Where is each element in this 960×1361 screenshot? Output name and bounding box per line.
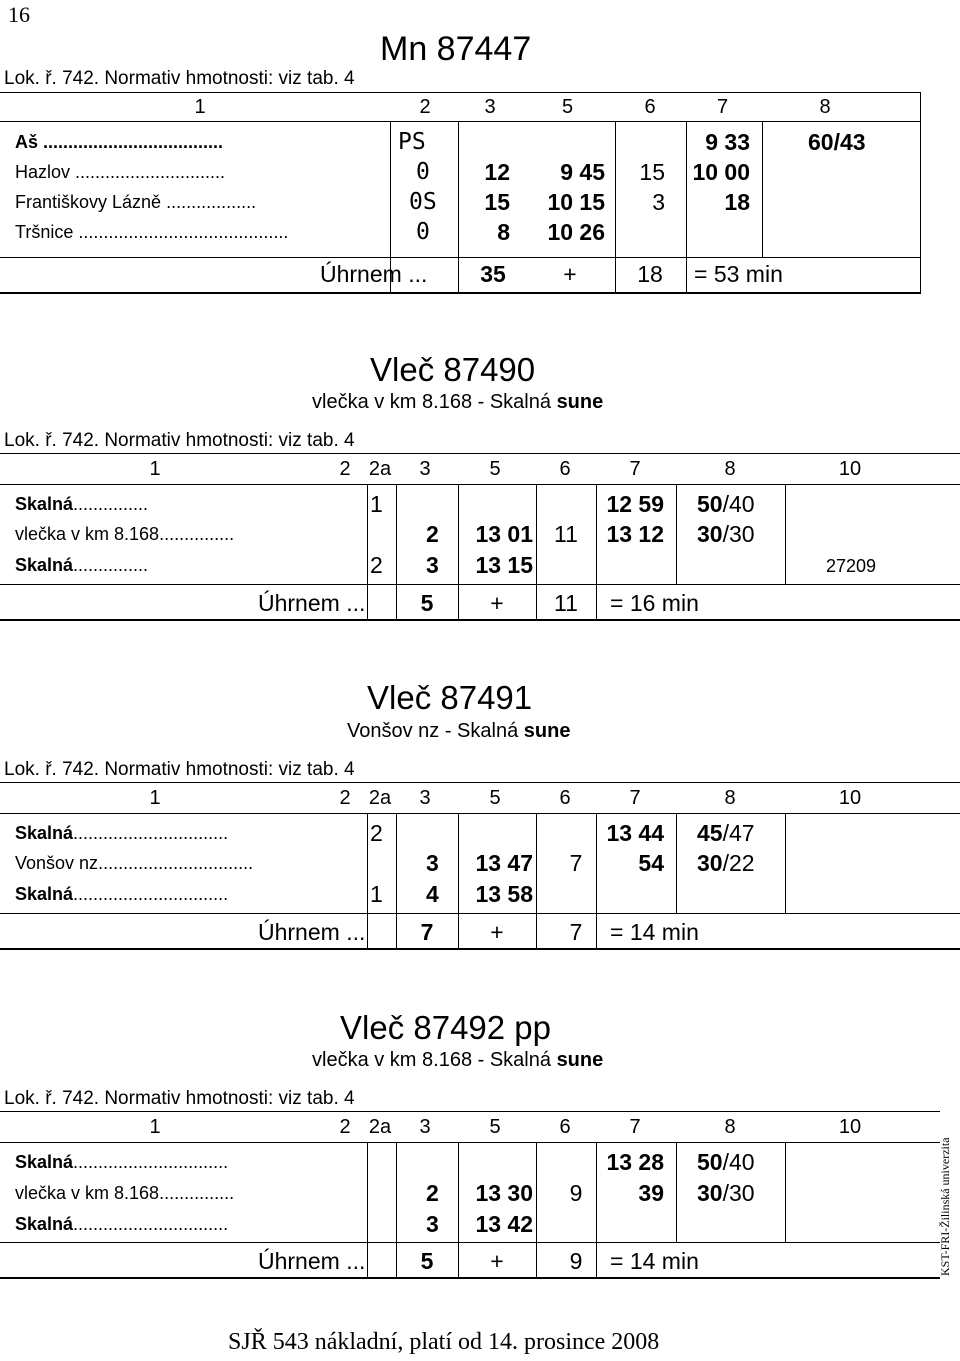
cell: 2: [426, 1180, 439, 1206]
cell: 10 26: [547, 219, 605, 245]
cell: 60/43: [808, 129, 866, 155]
divider: [0, 257, 920, 258]
cell: 13 42: [475, 1211, 533, 1237]
divider: [0, 782, 960, 783]
col-header: 2: [419, 96, 431, 118]
total-value: 18: [637, 261, 663, 287]
route-subtitle: vlečka v km 8.168 - Skalná sune: [312, 391, 604, 413]
divider: [0, 1277, 940, 1279]
total-plus: +: [563, 261, 577, 287]
cell: 15: [484, 189, 510, 215]
col-header: 1: [149, 1116, 161, 1138]
col-header: 2a: [368, 1116, 392, 1138]
station-name: Hazlov ..............................: [15, 162, 226, 182]
train-title: Mn 87447: [380, 30, 532, 68]
locomotive-note: Lok. ř. 742. Normativ hmotnosti: viz tab. 4: [4, 759, 355, 780]
station-name: Skalná...............................: [15, 1214, 229, 1234]
cell: 1: [370, 491, 383, 517]
cell: 0S: [409, 189, 437, 215]
total-plus: +: [490, 919, 504, 945]
cell: 2: [426, 521, 439, 547]
total-value: 7: [420, 919, 434, 945]
station-name: Aš ....................................: [15, 132, 224, 152]
col-header: 6: [559, 787, 571, 809]
col-header: 3: [419, 458, 431, 480]
cell: 10 00: [692, 159, 750, 185]
cell: 27209: [826, 556, 877, 576]
divider: [0, 913, 960, 914]
cell: 13 44: [606, 820, 664, 846]
col-header: 7: [629, 787, 641, 809]
total-sum: = 16 min: [610, 590, 699, 616]
col-header: 5: [489, 1116, 501, 1138]
locomotive-note: Lok. ř. 742. Normativ hmotnosti: viz tab. 4: [4, 68, 355, 89]
total-value: 35: [480, 261, 506, 287]
divider: [0, 453, 960, 454]
col-header: 7: [716, 96, 729, 118]
station-name: Františkovy Lázně ..................: [15, 192, 257, 212]
total-sum: = 14 min: [610, 1248, 699, 1274]
station-name: vlečka v km 8.168...............: [15, 1183, 235, 1203]
col-header: 7: [629, 458, 641, 480]
cell: 13 28: [606, 1149, 664, 1175]
cell: PS: [398, 129, 426, 155]
total-label: Úhrnem ...: [320, 261, 428, 287]
total-plus: +: [490, 590, 504, 616]
col-header: 8: [724, 458, 736, 480]
cell: 4: [426, 881, 439, 907]
cell: 13 15: [475, 552, 533, 578]
total-label: Úhrnem ...: [258, 590, 366, 616]
cell: 50/40: [697, 491, 755, 517]
cell: 8: [497, 219, 510, 245]
col-header: 10: [838, 787, 862, 809]
divider: [0, 484, 960, 485]
station-name: Skalná...............................: [15, 823, 229, 843]
col-header: 6: [559, 458, 571, 480]
col-header: 2a: [368, 458, 392, 480]
col-header: 6: [559, 1116, 571, 1138]
col-header: 8: [724, 1116, 736, 1138]
train-title: Vleč 87491: [367, 679, 533, 716]
cell: 15: [639, 159, 665, 185]
divider: [0, 813, 960, 814]
station-name: Skalná...............................: [15, 1152, 229, 1172]
cell: 13 47: [475, 850, 533, 876]
route-subtitle: vlečka v km 8.168 - Skalná sune: [312, 1049, 604, 1071]
cell: 30/22: [697, 850, 755, 876]
divider: [0, 121, 920, 122]
page-number: 16: [8, 2, 30, 27]
col-header: 3: [419, 787, 431, 809]
total-value: 5: [420, 590, 434, 616]
total-label: Úhrnem ...: [258, 919, 366, 945]
col-header: 2: [339, 787, 351, 809]
col-header: 3: [419, 1116, 431, 1138]
locomotive-note: Lok. ř. 742. Normativ hmotnosti: viz tab. 4: [4, 430, 355, 451]
total-sum: = 14 min: [610, 919, 699, 945]
col-header: 8: [724, 787, 736, 809]
cell: 13 01: [475, 521, 533, 547]
station-name: Skalná...............: [15, 555, 149, 575]
cell: 13 30: [475, 1180, 533, 1206]
station-name: Skalná...............................: [15, 884, 229, 904]
divider: [0, 1142, 940, 1143]
cell: 18: [724, 189, 750, 215]
cell: 11: [554, 521, 578, 547]
route-subtitle: Vonšov nz - Skalná sune: [347, 720, 571, 742]
cell: 9 45: [560, 159, 605, 185]
cell: 2: [370, 552, 383, 578]
col-header: 7: [629, 1116, 641, 1138]
station-name: Tršnice ..........................................: [15, 222, 289, 242]
col-header: 5: [489, 787, 501, 809]
train-title: Vleč 87490: [370, 351, 536, 388]
cell: 1: [370, 881, 383, 907]
station-name: vlečka v km 8.168...............: [15, 524, 235, 544]
cell: 7: [569, 850, 583, 876]
cell: 13 58: [475, 881, 533, 907]
divider: [0, 1111, 940, 1112]
page-footer: SJŘ 543 nákladní, platí od 14. prosince 2008: [228, 1329, 660, 1355]
divider: [0, 948, 960, 950]
cell: 0: [416, 219, 430, 245]
cell: 13 12: [606, 521, 664, 547]
col-header: 1: [149, 458, 161, 480]
divider: [0, 292, 921, 294]
divider: [0, 619, 960, 621]
cell: 3: [426, 850, 439, 876]
cell: 10 15: [547, 189, 605, 215]
total-label: Úhrnem ...: [258, 1248, 366, 1274]
cell: 54: [638, 850, 664, 876]
col-header: 5: [561, 96, 574, 118]
divider: [0, 584, 960, 585]
divider: [0, 92, 920, 93]
divider: [0, 1242, 940, 1243]
cell: 12: [484, 159, 510, 185]
station-name: Vonšov nz...............................: [15, 853, 254, 873]
locomotive-note: Lok. ř. 742. Normativ hmotnosti: viz tab. 4: [4, 1088, 355, 1109]
col-header: 1: [194, 96, 206, 118]
cell: 3: [652, 189, 665, 215]
total-value: 9: [569, 1248, 583, 1274]
col-header: 2a: [368, 787, 392, 809]
cell: 30/30: [697, 521, 755, 547]
col-header: 8: [819, 96, 831, 118]
col-header: 10: [838, 1116, 862, 1138]
cell: 3: [426, 1211, 439, 1237]
col-header: 2: [339, 1116, 351, 1138]
total-value: 5: [420, 1248, 434, 1274]
cell: 50/40: [697, 1149, 755, 1175]
col-header: 10: [838, 458, 862, 480]
cell: 12 59: [606, 491, 664, 517]
cell: 0: [416, 159, 430, 185]
col-header: 1: [149, 787, 161, 809]
cell: 30/30: [697, 1180, 755, 1206]
cell: 9 33: [705, 129, 750, 155]
col-header: 3: [484, 96, 496, 118]
col-header: 5: [489, 458, 501, 480]
cell: 3: [426, 552, 439, 578]
total-plus: +: [490, 1248, 504, 1274]
total-sum: = 53 min: [694, 261, 783, 287]
total-value: 7: [569, 919, 583, 945]
cell: 2: [370, 820, 383, 846]
total-value: 11: [554, 590, 578, 616]
train-title: Vleč 87492 pp: [340, 1009, 552, 1046]
cell: 9: [569, 1180, 583, 1206]
station-name: Skalná...............: [15, 494, 149, 514]
col-header: 2: [339, 458, 351, 480]
col-header: 6: [644, 96, 656, 118]
cell: 45/47: [697, 820, 755, 846]
cell: 39: [638, 1180, 664, 1206]
side-note: KST-FRI-Žilinská univerzita: [938, 1137, 952, 1276]
